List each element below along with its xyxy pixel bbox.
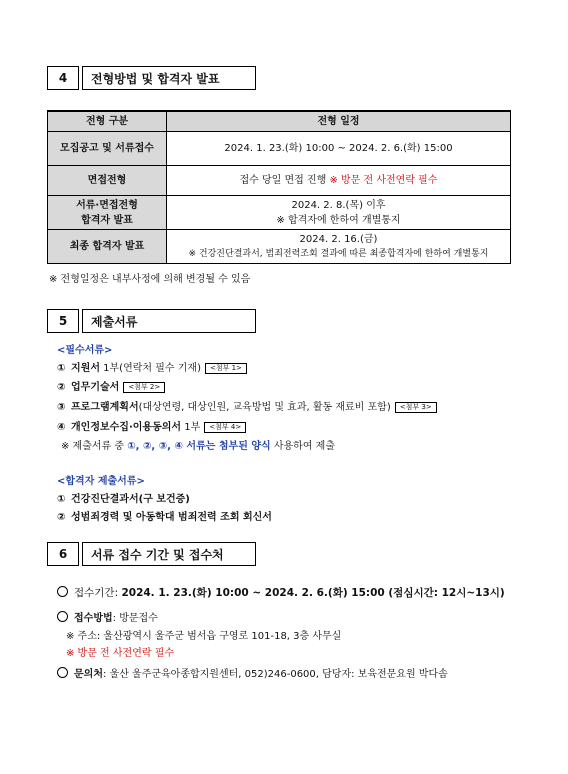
item-number: ① [57, 494, 66, 505]
table-row [48, 230, 511, 264]
period-label: 접수기간: [74, 587, 122, 599]
note-highlight: ①, ②, ③, ④ 서류는 첨부된 양식 [127, 441, 271, 452]
section-5-header [47, 309, 256, 333]
row-value [167, 230, 511, 264]
section-number: 5 [47, 309, 79, 333]
row-value-line: ※ 합격자에 한하여 개별통지 [276, 214, 401, 226]
attachment-tag: <첨부 4> [204, 422, 246, 433]
attachment-tag: <첨부 3> [395, 402, 437, 413]
interview-text: 접수 당일 면접 진행 [239, 175, 330, 186]
circle-bullet-icon [57, 611, 68, 622]
contact-label: 문의처 [74, 669, 103, 680]
contact-value: : 울산 울주군육아종합지원센터, 052)246-0600, 담당자: 보육전문요원 박다솜 [102, 669, 448, 680]
list-item [57, 378, 165, 393]
item-number: ② [57, 382, 66, 393]
item-name: 개인정보수집·이용동의서 [71, 422, 182, 433]
section-number: 4 [47, 66, 79, 90]
section-number: 6 [47, 542, 79, 566]
section-title: 전형방법 및 합격자 발표 [82, 66, 256, 90]
row-label [48, 196, 167, 230]
row-label: 면접전형 [48, 166, 167, 196]
table-row [48, 196, 511, 230]
method-label: 접수방법 [74, 613, 113, 624]
item-number: ② [57, 512, 66, 523]
circle-bullet-icon [57, 667, 68, 678]
passer-docs-heading: <합격자 제출서류> [57, 476, 145, 487]
required-docs-note [61, 437, 335, 452]
list-item [57, 398, 437, 413]
address-line: ※ 주소: 울산광역시 울주군 범서읍 구영로 101-18, 3층 사무실 [66, 631, 342, 642]
section-title: 제출서류 [82, 309, 256, 333]
item-name: 지원서 [71, 363, 100, 374]
item-number: ① [57, 363, 66, 374]
row-value: 2024. 1. 23.(화) 10:00 ~ 2024. 2. 6.(화) 15:00 [167, 132, 511, 166]
item-name: 업무기술서 [71, 382, 120, 393]
item-number: ④ [57, 422, 66, 433]
item-name: 성범죄경력 및 아동학대 범죄전력 조회 회신서 [71, 512, 272, 523]
item-name: 프로그램계획서 [71, 402, 139, 413]
row-value [167, 166, 511, 196]
period-value: 2024. 1. 23.(화) 10:00 ~ 2024. 2. 6.(화) 15:00 (점심시간: 12시~13시) [121, 587, 505, 599]
row-value-line: 2024. 2. 8.(목) 이후 [291, 199, 386, 211]
attachment-tag: <첨부 1> [205, 363, 247, 374]
contact-notice: ※ 방문 전 사전연락 필수 [66, 648, 175, 659]
item-desc: (대상연령, 대상인원, 교육방법 및 효과, 활동 재료비 포함) [138, 402, 391, 413]
schedule-note: ※ 전형일정은 내부사정에 의해 변경될 수 있음 [49, 274, 251, 285]
note-text: 사용하여 제출 [270, 441, 335, 452]
item-name: 건강진단결과서(구 보건증) [71, 494, 190, 505]
table-row [48, 166, 511, 196]
row-label-line: 서류·면접전형 [76, 199, 138, 211]
column-header: 전형 일정 [167, 111, 511, 132]
list-item [57, 665, 448, 680]
row-label-line: 합격자 발표 [81, 214, 133, 226]
section-6-header [47, 542, 256, 566]
note-text: ※ 제출서류 중 [61, 441, 128, 452]
list-item [57, 508, 272, 523]
circle-bullet-icon [57, 586, 68, 597]
row-value-line: 2024. 2. 16.(금) [299, 233, 378, 245]
attachment-tag: <첨부 2> [123, 382, 165, 393]
list-item [57, 585, 505, 600]
table-row [48, 132, 511, 166]
row-label: 모집공고 및 서류접수 [48, 132, 167, 166]
item-desc: 1부 [181, 422, 201, 433]
contact-notice: ※ 방문 전 사전연락 필수 [329, 175, 438, 186]
table-header-row [48, 111, 511, 132]
list-item [57, 490, 190, 505]
row-value-line: ※ 건강진단결과서, 범죄전력조회 결과에 따른 최종합격자에 한하여 개별통지 [188, 248, 489, 259]
column-header: 전형 구분 [48, 111, 167, 132]
row-value [167, 196, 511, 230]
schedule-table [47, 110, 511, 264]
item-desc: 1부(연락처 필수 기재) [99, 363, 201, 374]
required-docs-heading: <필수서류> [57, 345, 113, 356]
list-item [57, 609, 158, 624]
method-value: : 방문접수 [112, 613, 158, 624]
list-item [57, 418, 246, 433]
section-title: 서류 접수 기간 및 접수처 [82, 542, 256, 566]
section-4-header [47, 66, 256, 90]
list-item [57, 359, 247, 374]
row-label: 최종 합격자 발표 [48, 230, 167, 264]
item-number: ③ [57, 402, 66, 413]
